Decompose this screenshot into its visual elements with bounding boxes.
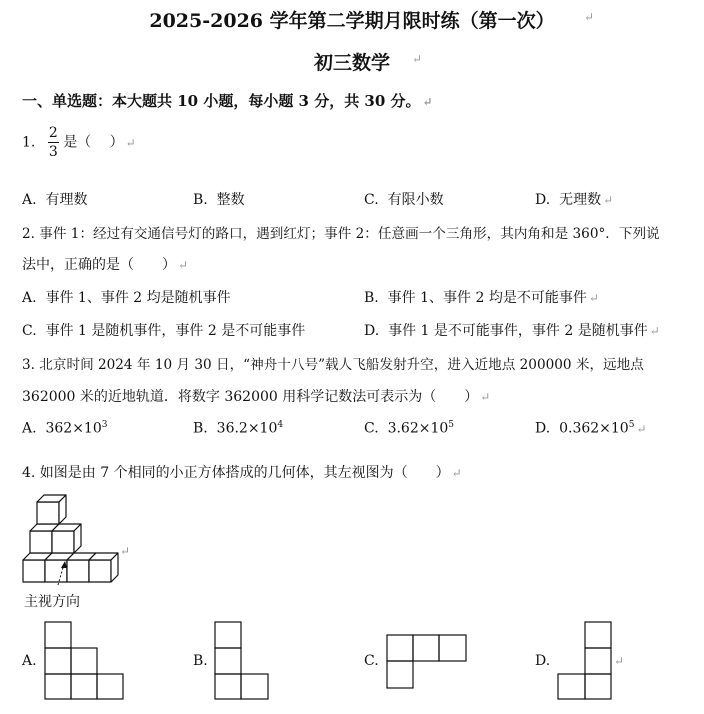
question-4-stem	[22, 462, 462, 482]
paragraph-mark: ↵	[588, 291, 599, 305]
paragraph-mark: ↵	[584, 10, 595, 24]
exponent: 4	[277, 420, 284, 430]
option-text: 事件 1 是不可能事件，事件 2 是随机事件	[388, 323, 648, 339]
option-label: D.	[535, 192, 551, 208]
option-math: 0.362×10	[559, 420, 629, 437]
q4-option-b-label[interactable]: B.	[193, 653, 208, 669]
q1-option-b[interactable]	[193, 189, 245, 209]
q4-option-d-figure[interactable]	[557, 621, 613, 700]
question-2-stem-line1: 2. 事件 1：经过有交通信号灯的路口，遇到红灯；事件 2：任意画一个三角形，其内角和是 360°．下列说	[22, 226, 660, 242]
paragraph-mark: ↵	[614, 654, 625, 668]
q4-option-a-label[interactable]: A.	[22, 653, 37, 669]
option-label: C.	[22, 323, 37, 339]
question-stem-text: 法中，正确的是（ ）	[22, 257, 176, 273]
option-math: 36.2×10	[216, 420, 278, 437]
q3-option-c[interactable]	[364, 420, 454, 437]
option-label: C.	[364, 420, 379, 437]
section-heading	[22, 90, 433, 111]
q4-option-d-label[interactable]: D.	[535, 653, 551, 669]
paragraph-mark: ↵	[120, 544, 131, 558]
question-stem-text: 362000 米的近地轨道．将数字 362000 用科学记数法可表示为（ ）	[22, 389, 479, 405]
q2-option-c[interactable]	[22, 320, 305, 340]
option-label: D.	[535, 420, 551, 437]
q4-option-c-label[interactable]: C.	[364, 653, 379, 669]
option-label: B.	[193, 192, 208, 208]
option-label: C.	[364, 192, 379, 208]
exam-title: 2025-2026 学年第二学期月限时练（第一次）	[149, 10, 555, 32]
option-text: 事件 1、事件 2 均是不可能事件	[387, 290, 587, 306]
q3-option-b[interactable]	[193, 420, 283, 437]
figure-caption: 主视方向	[24, 594, 80, 610]
q2-option-b[interactable]	[364, 287, 599, 307]
cube-bottom-4	[89, 553, 118, 582]
option-math: 362×10	[45, 420, 102, 437]
question-number: 1.	[22, 134, 36, 151]
paragraph-mark: ↵	[422, 95, 433, 109]
exponent: 3	[101, 420, 108, 430]
option-label: D.	[364, 323, 380, 339]
option-label: B.	[193, 420, 208, 437]
paragraph-mark: ↵	[412, 52, 423, 66]
exam-subject: 初三数学	[313, 52, 390, 74]
question-3-stem-line1: 3. 北京时间 2024 年 10 月 30 日，“神舟十八号”载人飞船发射升空，进入近地点 200000 米，远地点	[22, 357, 644, 373]
paragraph-mark: ↵	[125, 135, 136, 150]
q1-option-c[interactable]	[364, 189, 444, 209]
paragraph-mark: ↵	[603, 193, 614, 207]
section-heading-text: 一、单选题：本大题共 10 小题，每小题 3 分，共 30 分。	[22, 92, 421, 110]
option-label: A.	[22, 290, 37, 306]
q4-option-b-figure[interactable]	[214, 621, 270, 700]
option-label: A.	[22, 420, 37, 437]
paragraph-mark: ↵	[451, 466, 462, 480]
paragraph-mark: ↵	[178, 258, 189, 272]
q2-option-d[interactable]	[364, 320, 660, 340]
fraction	[48, 126, 59, 159]
q2-option-a[interactable]	[22, 287, 231, 307]
cube-stack-figure	[20, 492, 130, 592]
cube-middle-2	[52, 524, 81, 553]
option-label: A.	[22, 192, 37, 208]
option-math: 3.62×10	[387, 420, 449, 437]
question-3-stem-line2	[22, 386, 490, 406]
q1-option-d[interactable]	[535, 189, 613, 209]
q4-option-a-figure[interactable]	[44, 621, 124, 700]
cube-top	[37, 495, 66, 524]
option-text: 整数	[216, 192, 245, 208]
exponent: 5	[628, 420, 635, 430]
option-text: 事件 1、事件 2 均是随机事件	[45, 290, 231, 306]
paragraph-mark: ↵	[480, 390, 491, 404]
q3-option-d[interactable]	[535, 420, 647, 437]
paragraph-mark: ↵	[636, 421, 647, 436]
option-text: 有限小数	[387, 192, 444, 208]
q3-option-a[interactable]	[22, 420, 107, 437]
q1-option-a[interactable]	[22, 189, 87, 209]
option-text: 有理数	[45, 192, 88, 208]
fraction-denominator: 3	[48, 144, 58, 160]
question-stem-text: 是（ ）	[63, 134, 124, 151]
fraction-numerator: 2	[48, 125, 58, 141]
question-1-stem	[22, 126, 136, 159]
option-text: 无理数	[559, 192, 602, 208]
question-stem-text: 4. 如图是由 7 个相同的小正方体搭成的几何体，其左视图为（ ）	[22, 465, 450, 481]
question-2-stem-line2	[22, 254, 188, 274]
paragraph-mark: ↵	[649, 324, 660, 338]
option-label: B.	[364, 290, 379, 306]
q4-option-c-figure[interactable]	[386, 634, 468, 689]
exponent: 5	[448, 420, 455, 430]
option-text: 事件 1 是随机事件，事件 2 是不可能事件	[45, 323, 306, 339]
